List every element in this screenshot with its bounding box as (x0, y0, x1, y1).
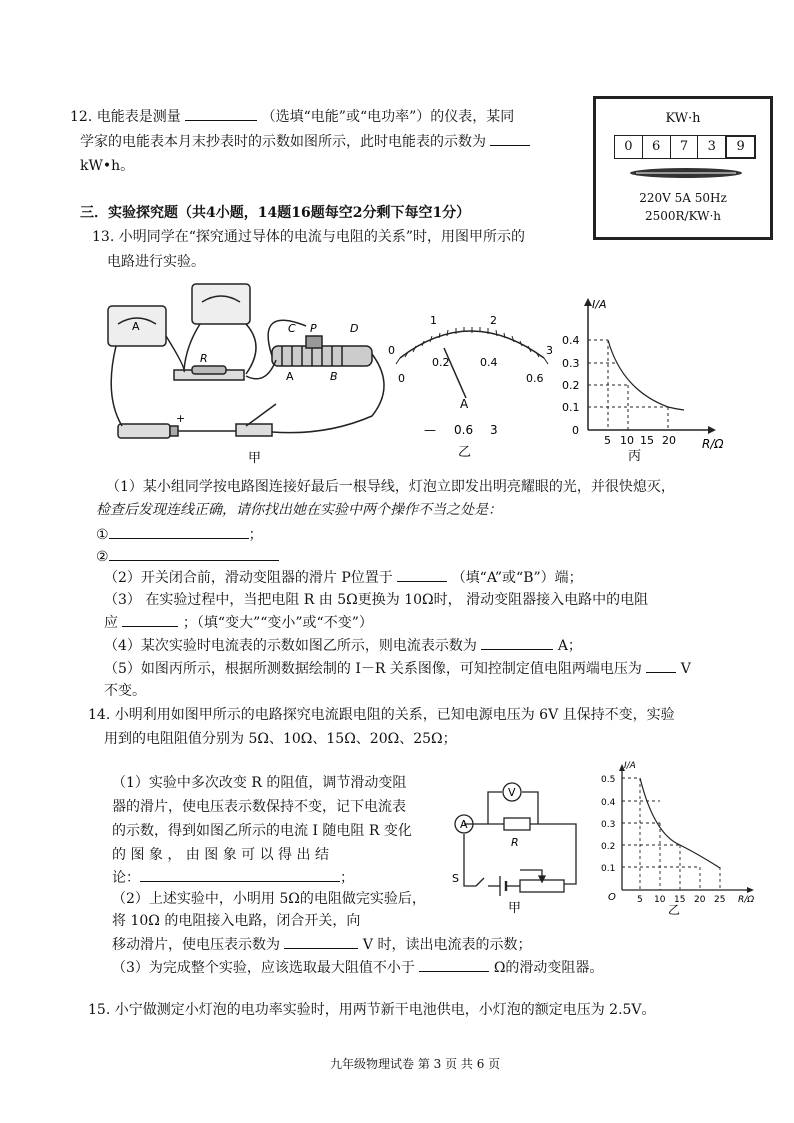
scale-top-1: 1 (430, 314, 437, 327)
q14-fig-jia-label: 甲 (508, 901, 522, 914)
ytick: 0 (572, 424, 579, 437)
q13-graph-bing (560, 290, 740, 466)
fig-jia-label: 甲 (248, 451, 262, 466)
meter-digit-tenths: 9 (725, 135, 756, 159)
q13-answer-2: ② (96, 546, 279, 567)
label-B: B (330, 370, 338, 383)
q14-p1-2: 器的滑片，使电压表示数保持不变，记下电流表 (112, 799, 406, 815)
meter-digit: 7 (671, 136, 699, 158)
q13-p3-line2: 应 ；（填“变大”“变小”或“不变”） (104, 612, 373, 633)
label-A: A (286, 370, 294, 383)
q14-xtick: 10 (654, 895, 666, 905)
meter-digit: 3 (698, 136, 726, 158)
q14-p2-3: 移动滑片，使电压表示数为 V 时，读出电流表的示数； (112, 934, 531, 955)
terminal-0.6: 0.6 (454, 423, 474, 437)
q14-p1-4: 的 图 象 ， 由 图 象 可 以 得 出 结 (112, 847, 329, 863)
q14-p2-1: （2）上述实验中，小明用 5Ω的电阻做完实验后， (112, 891, 426, 907)
q13-blank-1[interactable] (109, 524, 249, 539)
meter-spec: 220V 5A 50Hz (639, 191, 727, 205)
meter-unit: KW·h (665, 111, 701, 126)
q13-circuit-jia (96, 276, 386, 466)
label-D: D (350, 322, 359, 335)
label-ammeter: A (132, 320, 140, 333)
electric-meter (593, 96, 773, 240)
q12-blank-1[interactable] (185, 106, 257, 121)
scale-bottom-3: 0.6 (526, 372, 544, 385)
q14-ylabel: I/A (624, 761, 636, 771)
xtick: 15 (640, 434, 654, 447)
q14-p1-5: 论： ； (112, 867, 354, 888)
q14-ytick: 0.4 (601, 798, 616, 808)
scale-bottom-1: 0.2 (432, 356, 450, 369)
q14-xtick: 25 (714, 895, 726, 905)
ylabel: I/A (592, 298, 607, 311)
meter-disc-icon (626, 165, 746, 181)
q13-p1-line2: 检查后发现连线正确，请你找出她在实验中两个操作不当之处是： (96, 502, 502, 518)
q13-blank-5[interactable] (481, 635, 553, 650)
section-3-title: 三．实验探究题（共4小题，14题16题每空2分剩下每空1分） (80, 205, 471, 221)
q12-blank-2[interactable] (490, 131, 530, 146)
meter-digit: 6 (643, 136, 671, 158)
label-C: C (288, 322, 296, 335)
xtick: 5 (604, 434, 611, 447)
fig-bing-label: 丙 (628, 449, 642, 464)
scale-top-0: 0 (388, 344, 395, 357)
q14-ytick: 0.5 (601, 775, 616, 785)
ammeter-A-label: A (460, 397, 469, 411)
q14-xlabel: R/Ω (738, 895, 755, 905)
q13-intro-1: 13. 小明同学在“探究通过导体的电流与电阻的关系”时，用图甲所示的 (92, 229, 526, 245)
q14-ammeter-label: A (460, 818, 468, 831)
q14-ytick: 0.3 (601, 820, 616, 830)
meter-display (614, 135, 756, 159)
xtick: 10 (620, 434, 634, 447)
ytick: 0.1 (562, 401, 580, 414)
q14-switch-label: S (452, 872, 459, 885)
q13-p5-end: 不变。 (104, 683, 146, 699)
q13-intro-2: 电路进行实验。 (107, 254, 205, 270)
label-P: P (310, 322, 317, 335)
q13-p2: （2）开关闭合前，滑动变阻器的滑片 P位置于 （填“A”或“B”）端； (104, 567, 583, 588)
q13-blank-2[interactable] (109, 546, 279, 561)
q14-p1-3: 的示数，得到如图乙所示的电流 I 随电阻 R 变化 (112, 823, 412, 839)
q13-blank-4[interactable] (122, 612, 178, 627)
ytick: 0.3 (562, 357, 580, 370)
scale-bottom-2: 0.4 (480, 356, 498, 369)
q13-ammeter-yi (386, 310, 562, 460)
q13-blank-6[interactable] (646, 658, 676, 673)
q14-p3: （3）为完成整个实验，应该选取最大阻值不小于 Ω的滑动变阻器。 (112, 957, 603, 978)
ytick: 0.4 (562, 334, 580, 347)
q12-line3: kW•h。 (80, 158, 135, 174)
q15-intro: 15. 小宁做测定小灯泡的电功率实验时，用两节新干电池供电，小灯泡的额定电压为 2.5V。 (88, 1002, 656, 1018)
q14-ytick: 0.2 (601, 842, 616, 852)
label-plus: + (176, 412, 186, 425)
ytick: 0.2 (562, 379, 580, 392)
q13-blank-3[interactable] (397, 567, 447, 582)
q14-graph-yi (598, 756, 758, 916)
scale-bottom-0: 0 (398, 372, 405, 385)
q14-blank-2[interactable] (284, 934, 358, 949)
q14-xtick: 20 (694, 895, 706, 905)
q13-p4: （4）某次实验时电流表的示数如图乙所示，则电流表示数为 A； (104, 635, 582, 656)
scale-top-2: 2 (490, 314, 497, 327)
q14-origin: O (608, 892, 616, 903)
q14-fig-yi-label: 乙 (668, 903, 681, 916)
q14-blank-1[interactable] (140, 867, 340, 882)
q14-xtick: 5 (637, 895, 643, 905)
q13-p3-line1: （3） 在实验过程中，当把电阻 R 由 5Ω更换为 10Ω时， 滑动变阻器接入电路中的电阻 (104, 592, 649, 608)
q12-line1: 12. 电能表是测量 （选填“电能”或“电功率”）的仪表，某同 (70, 106, 514, 127)
q14-voltmeter-label: V (508, 786, 516, 799)
q14-blank-3[interactable] (419, 957, 489, 972)
q14-intro-2: 用到的电阻阻值分别为 5Ω、10Ω、15Ω、20Ω、25Ω； (104, 731, 457, 747)
q14-resistor-label: R (511, 836, 519, 849)
q14-intro-1: 14. 小明利用如图甲所示的电路探究电流跟电阻的关系，已知电源电压为 6V 且保持不变，实验 (88, 707, 675, 723)
q14-xtick: 15 (674, 895, 686, 905)
q13-p1-line1: （1）某小组同学按电路图连接好最后一根导线，灯泡立即发出明亮耀眼的光，并很快熄灭， (106, 479, 675, 495)
q14-p1-1: （1）实验中多次改变 R 的阻值，调节滑动变阻 (112, 775, 407, 791)
q14-ytick: 0.1 (601, 864, 616, 874)
q13-p5: （5）如图丙所示，根据所测数据绘制的 I－R 关系图像，可知控制定值电阻两端电压为 V (104, 658, 691, 679)
label-R: R (200, 352, 208, 365)
q12-line2: 学家的电能表本月末抄表时的示数如图所示，此时电能表的示数为 (80, 131, 530, 152)
page-footer: 九年级物理试卷 第 3 页 共 6 页 (330, 1057, 501, 1071)
terminal-3: 3 (490, 423, 498, 437)
q14-circuit-jia (440, 778, 590, 914)
scale-top-3: 3 (546, 344, 553, 357)
q14-p2-2: 将 10Ω 的电阻接入电路，闭合开关，向 (112, 913, 361, 929)
terminal-neg: — (424, 423, 436, 437)
xtick: 20 (662, 434, 676, 447)
fig-yi-label: 乙 (458, 445, 472, 460)
meter-digit: 0 (615, 136, 643, 158)
q13-answer-1: ① ； (96, 524, 263, 545)
xlabel: R/Ω (702, 437, 724, 451)
meter-rev: 2500R/KW·h (644, 209, 722, 223)
